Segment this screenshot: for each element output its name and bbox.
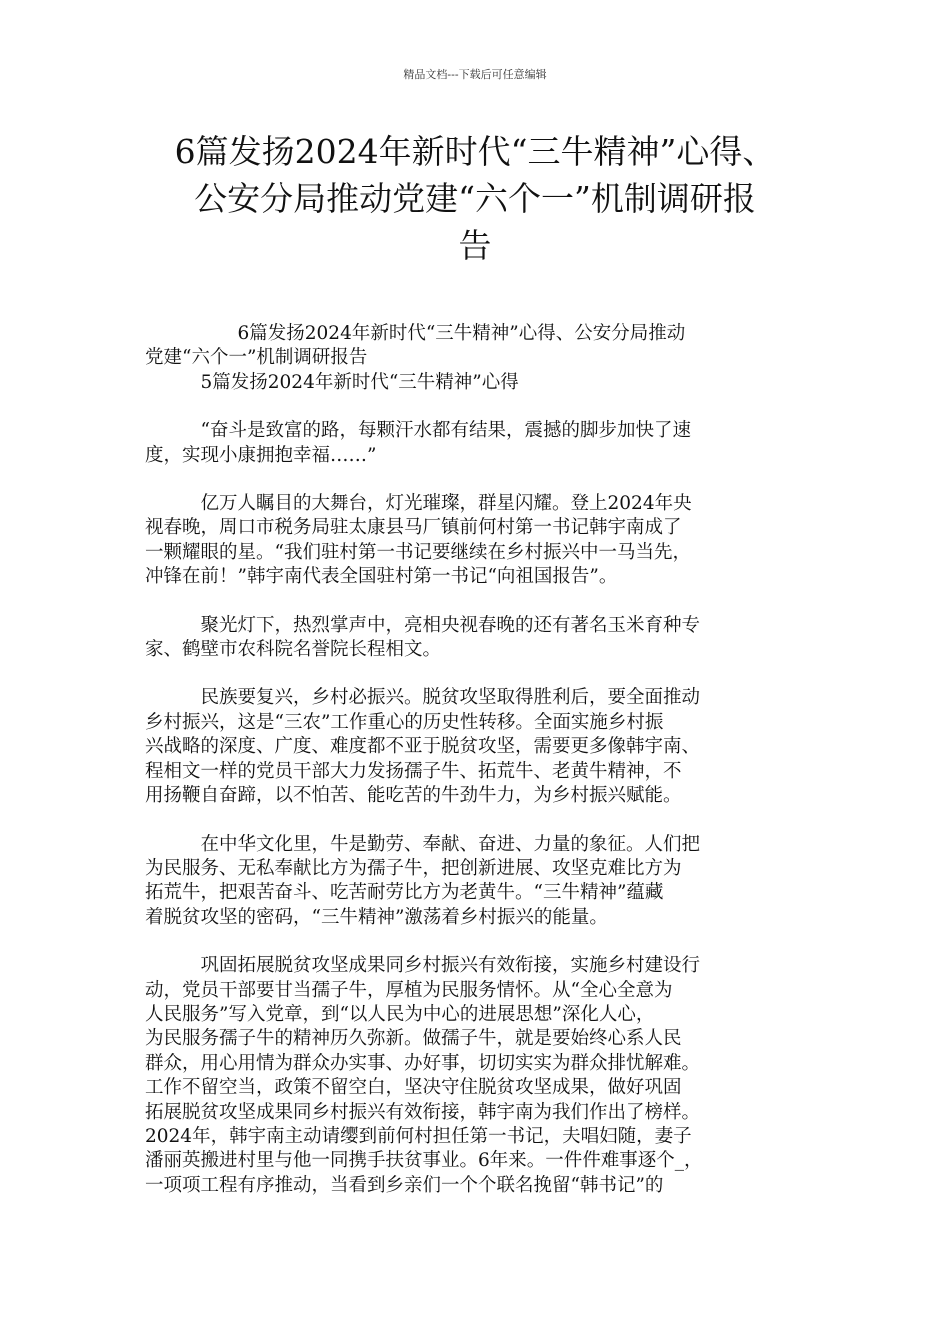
- paragraph-spacer: [145, 809, 807, 833]
- document-body: [145, 322, 807, 1198]
- title-line: 6篇发扬2024年新时代“三牛精神”心得、: [174, 132, 776, 171]
- paragraph-line: 聚光灯下，热烈掌声中，亮相央视春晚的还有著名玉米育种专: [145, 614, 701, 636]
- paragraph-line: 度，实现小康拥抱幸福……”: [145, 444, 377, 466]
- paragraph-line: 乡村振兴，这是“三农”工作重心的历史性转移。全面实施乡村振: [145, 711, 664, 733]
- paragraph-line: 党建“六个一”机制调研报告: [145, 347, 368, 369]
- paragraph-line: 拓展脱贫攻坚成果同乡村振兴有效衔接，韩宇南为我们作出了榜样。: [145, 1101, 701, 1123]
- paragraph-line: 一颗耀眼的星。“我们驻村第一书记要继续在乡村振兴中一马当先，: [145, 541, 691, 563]
- document-title: [100, 128, 850, 269]
- paragraph-line: 亿万人瞩目的大舞台，灯光璀璨，群星闪耀。登上2024年央: [145, 493, 692, 515]
- paragraph-line: 冲锋在前！”韩宇南代表全国驻村第一书记“向祖国报告”。: [145, 566, 618, 588]
- paragraph-line: 为民服务孺子牛的精神历久弥新。做孺子牛，就是要始终心系人民: [145, 1028, 682, 1050]
- paragraph-line: 人民服务”写入党章，到“以人民为中心的进展思想”深化人心，: [145, 1003, 655, 1025]
- paragraph-line: 潘丽英搬进村里与他一同携手扶贫事业。6年来。一件件难事逐个_，: [145, 1150, 703, 1172]
- paragraph: [145, 322, 807, 371]
- paragraph-line: 5篇发扬2024年新时代“三牛精神”心得: [145, 371, 519, 393]
- page-header: 精品文档---下载后可任意编辑: [403, 68, 547, 81]
- paragraph-line: 工作不留空当，政策不留空白，坚决守住脱贫攻坚成果，做好巩固: [145, 1077, 682, 1099]
- paragraph-spacer: [145, 590, 807, 614]
- paragraph-line: 群众，用心用情为群众办实事、办好事，切切实实为群众排忧解难。: [145, 1052, 701, 1074]
- paragraph: [145, 371, 807, 395]
- paragraph-line: 巩固拓展脱贫攻坚成果同乡村振兴有效衔接，实施乡村建设行: [145, 955, 701, 977]
- paragraph: [145, 954, 807, 1198]
- paragraph-line: 着脱贫攻坚的密码，“三牛精神”激荡着乡村振兴的能量。: [145, 906, 608, 928]
- paragraph: [145, 614, 807, 663]
- paragraph-line: 用扬鞭自奋蹄，以不怕苦、能吃苦的牛劲牛力，为乡村振兴赋能。: [145, 785, 682, 807]
- paragraph-line: 在中华文化里，牛是勤劳、奉献、奋进、力量的象征。人们把: [145, 833, 701, 855]
- paragraph-line: 6篇发扬2024年新时代“三牛精神”心得、公安分局推动: [145, 323, 686, 344]
- paragraph-line: 2024年，韩宇南主动请缨到前何村担任第一书记，夫唱妇随，妻子: [145, 1125, 692, 1147]
- paragraph-line: 兴战略的深度、广度、难度都不亚于脱贫攻坚，需要更多像韩宇南、: [145, 736, 701, 758]
- title-line: 公安分局推动党建“六个一”机制调研报: [194, 179, 756, 218]
- paragraph-line: 视春晚，周口市税务局驻太康县马厂镇前何村第一书记韩宇南成了: [145, 517, 682, 539]
- title-line: 告: [458, 226, 492, 265]
- paragraph-spacer: [145, 930, 807, 954]
- paragraph-line: 一项项工程有序推动，当看到乡亲们一个个联名挽留“韩书记”的: [145, 1174, 664, 1196]
- paragraph: [145, 492, 807, 590]
- paragraph-line: 动，党员干部要甘当孺子牛，厚植为民服务情怀。从“全心全意为: [145, 979, 673, 1001]
- paragraph-line: 为民服务、无私奉献比方为孺子牛，把创新进展、攻坚克难比方为: [145, 857, 682, 879]
- paragraph-line: 民族要复兴，乡村必振兴。脱贫攻坚取得胜利后，要全面推动: [145, 687, 701, 709]
- paragraph-spacer: [145, 662, 807, 686]
- paragraph-line: 家、鹤壁市农科院名誉院长程相文。: [145, 639, 442, 661]
- paragraph: [145, 833, 807, 931]
- paragraph: [145, 686, 807, 808]
- paragraph-spacer: [145, 395, 807, 419]
- paragraph: [145, 419, 807, 468]
- paragraph-line: 程相文一样的党员干部大力发扬孺子牛、拓荒牛、老黄牛精神，不: [145, 760, 682, 782]
- paragraph-spacer: [145, 468, 807, 492]
- paragraph-line: “奋斗是致富的路，每颗汗水都有结果，震撼的脚步加快了速: [145, 420, 691, 442]
- paragraph-line: 拓荒牛，把艰苦奋斗、吃苦耐劳比方为老黄牛。“三牛精神”蕴藏: [145, 882, 664, 904]
